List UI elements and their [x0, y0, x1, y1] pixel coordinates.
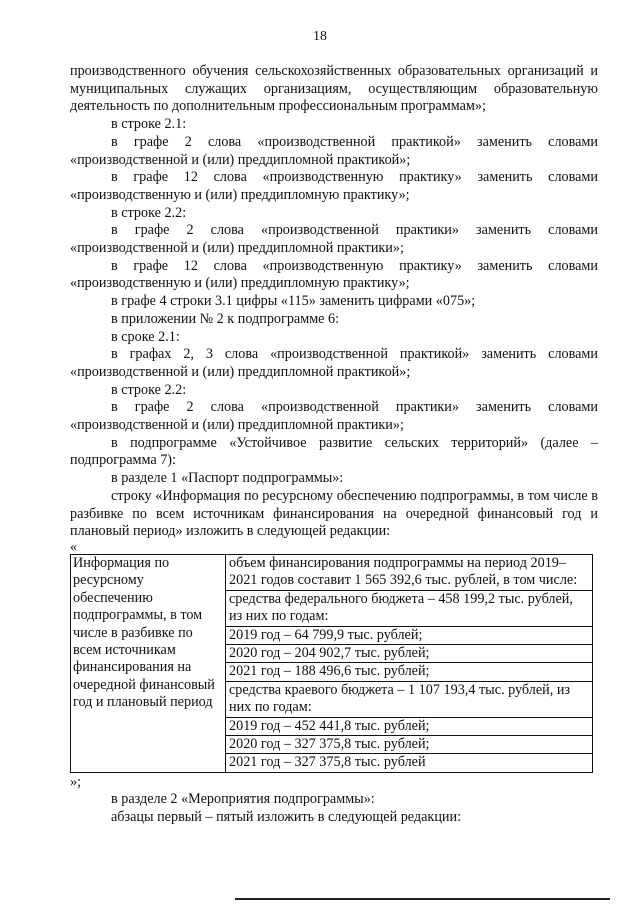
page-number: 18: [313, 29, 327, 44]
paragraph: в графе 12 слова «производственную практику» заменить словами «производственную и (или) преддипломную практику»;: [70, 169, 598, 203]
paragraph: производственного обучения сельскохозяйственных образовательных организаций и муниципальных служащих организациям, осуществляющим образовательную деятельность по дополнительным профессиональным программам»;: [70, 63, 598, 115]
paragraph: строку «Информация по ресурсному обеспечению подпрограммы, в том числе в разбивке по всем источникам финансирования на очередной финансовый год и плановый период» изложить в следующей редакции:: [70, 487, 598, 540]
paragraph: в графе 12 слова «производственную практику» заменить словами «производственную и (или) преддипломную практику»;: [70, 257, 598, 292]
table-right-row: объем финансирования подпрограммы на период 2019–2021 годов составит 1 565 392,6 тыс. рублей, в том числе:: [226, 555, 592, 591]
paragraph: в графе 2 слова «производственной практики» заменить словами «производственной и (или) преддипломной практики»;: [70, 222, 598, 257]
table-right-row: 2020 год – 204 902,7 тыс. рублей;: [226, 645, 592, 663]
table-left-cell: Информация по ресурсному обеспечению подпрограммы, в том числе в разбивке по всем источникам финансирования на очередной финансовый год и плановый период: [71, 554, 226, 772]
table-right-row: 2019 год – 64 799,9 тыс. рублей;: [226, 627, 592, 645]
table-right-row: 2019 год – 452 441,8 тыс. рублей;: [226, 718, 592, 736]
closing-quote: »;: [70, 773, 82, 790]
paragraphs-top: [70, 63, 598, 541]
table-right-row: средства краевого бюджета – 1 107 193,4 тыс. рублей, из них по годам:: [226, 682, 592, 718]
paragraphs-bottom: [70, 791, 598, 826]
paragraph: в графе 4 строки 3.1 цифры «115» заменить цифрами «075»;: [111, 293, 476, 310]
paragraph: в строке 2.2:: [111, 204, 187, 221]
paragraph: в графах 2, 3 слова «производственной практикой» заменить словами «производственной и (или) преддипломной практикой»;: [70, 346, 598, 380]
paragraph: в сроке 2.1:: [111, 328, 180, 345]
table-right-cell: [226, 554, 593, 772]
resource-info-table: [70, 554, 593, 773]
paragraph: в строке 2.2:: [111, 381, 187, 398]
table-right-row: 2020 год – 327 375,8 тыс. рублей;: [226, 736, 592, 754]
table-right-rows: [226, 555, 592, 772]
paragraph: в приложении № 2 к подпрограмме 6:: [111, 310, 340, 327]
table-right-row: 2021 год – 327 375,8 тыс. рублей: [229, 754, 426, 771]
paragraph: в разделе 1 «Паспорт подпрограммы»:: [111, 470, 344, 487]
opening-quote: «: [70, 538, 78, 555]
table-right-row: 2021 год – 188 496,6 тыс. рублей;: [226, 663, 592, 681]
paragraph: в графе 2 слова «производственной практикой» заменить словами «производственной и (или) преддипломной практикой»;: [70, 133, 598, 168]
paragraph: в разделе 2 «Мероприятия подпрограммы»:: [111, 790, 375, 807]
document-body: [70, 63, 598, 826]
paragraph: в подпрограмме «Устойчивое развитие сельских территорий» (далее – подпрограмма 7):: [70, 434, 598, 469]
paragraph: в строке 2.1:: [111, 116, 187, 133]
table-right-row: средства федерального бюджета – 458 199,2 тыс. рублей, из них по годам:: [226, 591, 592, 627]
paragraph: абзацы первый – пятый изложить в следующей редакции:: [111, 808, 462, 825]
page-bottom-rule: [235, 898, 610, 900]
paragraph: в графе 2 слова «производственной практики» заменить словами «производственной и (или) преддипломной практики»;: [70, 399, 598, 434]
